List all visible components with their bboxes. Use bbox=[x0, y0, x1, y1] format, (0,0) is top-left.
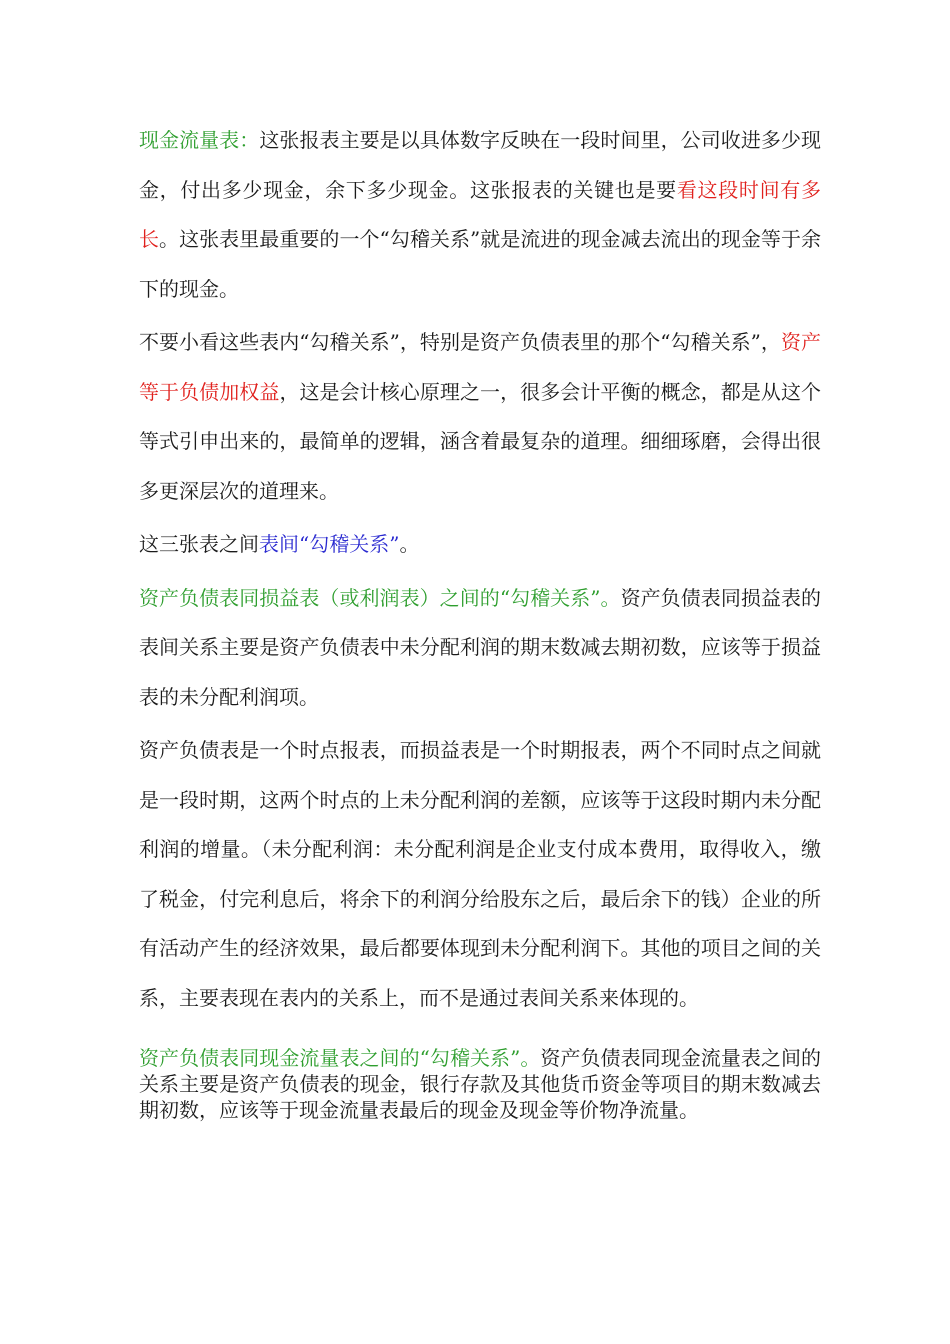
paragraph-balance-cash-flow bbox=[139, 1045, 821, 1123]
paragraph-text: 这三张表之间 bbox=[139, 532, 259, 556]
paragraph-text: 不要小看这些表内“勾稽关系”，特别是资产负债表里的那个“勾稽关系”， bbox=[139, 330, 781, 354]
highlight-inter-statement-relations: 表间“勾稽关系” bbox=[259, 532, 400, 556]
paragraph-text: 。这张表里最重要的一个“勾稽关系”就是流进的现金减去流出的现金等于余下的现金。 bbox=[139, 227, 821, 301]
highlight-accounting-equation: 资产等于负债加权益 bbox=[139, 330, 821, 404]
paragraph-internal-relations bbox=[139, 318, 821, 516]
paragraph-text: ，这是会计核心原理之一，很多会计平衡的概念，都是从这个等式引申出来的，最简单的逻辑，涵含着最复杂的道理。细细琢磨，会得出很多更深层次的道理来。 bbox=[139, 379, 822, 503]
paragraph-text: 资产负债表是一个时点报表，而损益表是一个时期报表，两个不同时点之间就是一段时期，这两个时点的上未分配利润的差额，应该等于这段时期内未分配利润的增量。（未分配利润：未分配利润是企业支付成本费用，取得收入，缴了税金，付完利息后，将余下的利润分给股东之后，最后余下的钱）企业的所有活动产生的经济效果，最后都要体现到未分配利润下。其他的项目之间的关系，主要表现在表内的关系上，而不是通过表间关系来体现的。 bbox=[139, 738, 821, 1010]
highlight-time-period: 看这段时间有多长 bbox=[139, 177, 821, 251]
paragraph-text: 。 bbox=[399, 532, 420, 556]
heading-cash-flow-statement: 现金流量表： bbox=[139, 128, 260, 152]
paragraph-text: 资产负债表同损益表的表间关系主要是资产负债表中未分配利润的期末数减去期初数，应该等于损益表的未分配利润项。 bbox=[139, 585, 822, 709]
heading-balance-vs-cash-flow: 资产负债表同现金流量表之间的“勾稽关系”。 bbox=[139, 1046, 541, 1070]
heading-balance-vs-income: 资产负债表同损益表（或利润表）之间的“勾稽关系”。 bbox=[139, 585, 621, 610]
paragraph-text: 这张报表主要是以具体数字反映在一段时间里，公司收进多少现金，付出多少现金，余下多少现金。这张报表的关键也是要 bbox=[139, 128, 822, 202]
paragraph-balance-income bbox=[139, 574, 821, 723]
paragraph-inter-statement bbox=[139, 520, 821, 570]
paragraph-cash-flow bbox=[139, 116, 821, 314]
paragraph-point-vs-period bbox=[139, 726, 821, 1023]
document-page bbox=[139, 116, 821, 1123]
paragraph-text: 资产负债表同现金流量表之间的关系主要是资产负债表的现金，银行存款及其他货币资金等项目的期末数减去期初数，应该等于现金流量表最后的现金及现金等价物净流量。 bbox=[139, 1046, 821, 1122]
